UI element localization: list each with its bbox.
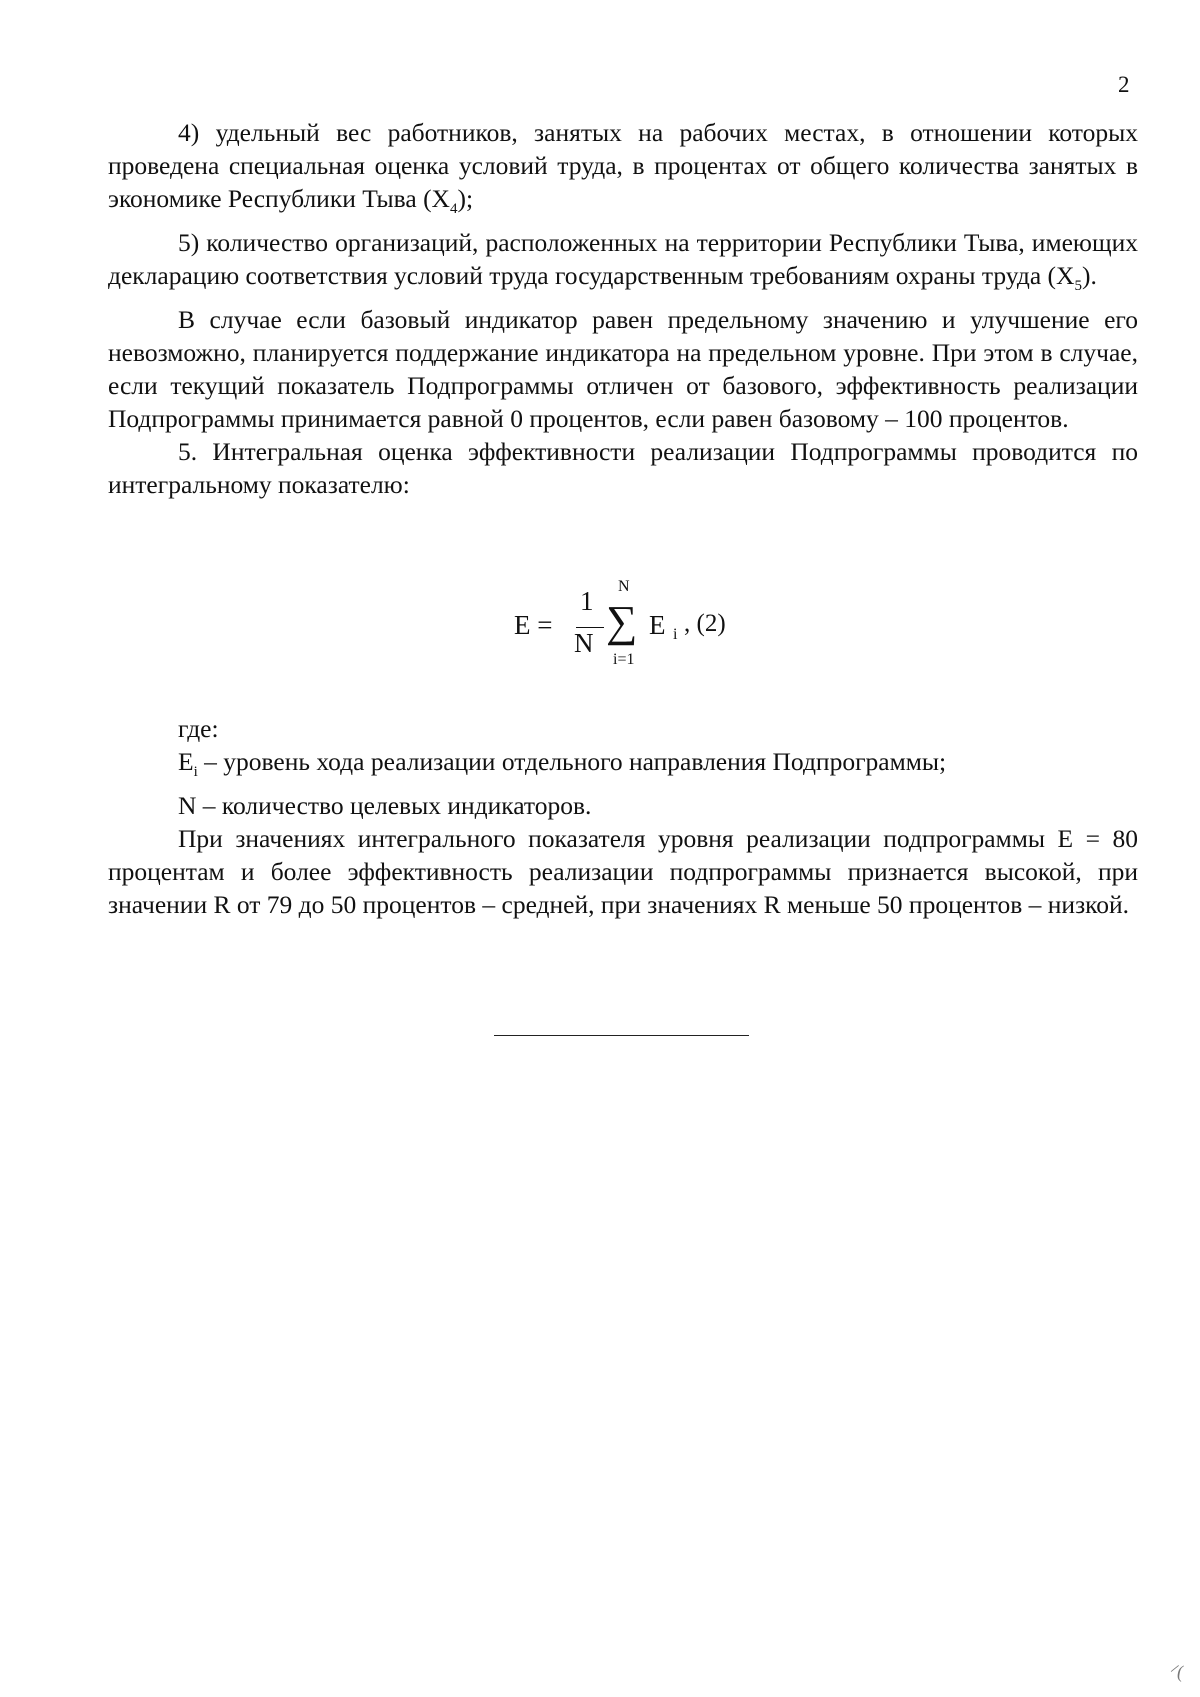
formula-label: , (2) <box>684 610 726 637</box>
sum-lower-limit: i=1 <box>613 651 635 668</box>
definition-ei <box>108 745 1138 789</box>
item-4-end: ); <box>457 184 474 213</box>
paragraph-integral-assessment: 5. Интегральная оценка эффективности реализации Подпрограммы проводится по интегральному показателю: <box>108 437 1138 500</box>
paragraph-item-4 <box>108 116 1138 226</box>
formula-denominator: N <box>574 628 594 658</box>
formula-term-subscript: i <box>673 626 678 643</box>
item-4-subscript: 4 <box>449 201 458 218</box>
formula-lhs: E = <box>514 610 553 640</box>
formula-numerator: 1 <box>580 586 594 616</box>
end-separator-line <box>494 1035 749 1036</box>
paragraph-base-indicator: В случае если базовый индикатор равен предельному значению и улучшение его невозможно, планируется поддержание индикатора на предельном уровне. При этом в случае, если текущий показатель Подпрограммы отличен от базового, эффективность реализации Подпрограммы принимается равной 0 процентов, если равен базовому – 100 процентов. <box>108 305 1138 434</box>
definitions-section <box>108 712 1138 921</box>
item-4-text: 4) удельный вес работников, занятых на рабочих местах, в отношении которых проведена специальная оценка условий труда, в процентах от общего количества занятых в экономике Республики Тыва (X <box>108 118 1138 213</box>
scan-mark: ⸍( <box>1168 1662 1183 1682</box>
paragraph-item-5 <box>108 226 1138 303</box>
definition-ei-subscript: i <box>193 764 198 781</box>
definition-n: N – количество целевых индикаторов. <box>178 791 592 821</box>
page-number: 2 <box>1118 72 1130 97</box>
document-body <box>108 116 1138 501</box>
paragraph-final-assessment: При значениях интегрального показателя уровня реализации подпрограммы E = 80 процентам и более эффективность реализации подпрограммы признается высокой, при значении R от 79 до 50 процентов – средней, при значениях R меньше 50 процентов – низкой. <box>108 824 1138 920</box>
item-5-text: 5) количество организаций, расположенных на территории Республики Тыва, имеющих декларацию соответствия условий труда государственным требованиям охраны труда (X <box>108 228 1138 291</box>
definition-ei-symbol: E <box>178 747 194 776</box>
item-5-end: ). <box>1081 261 1097 291</box>
sum-symbol: ∑ <box>606 597 638 646</box>
item-5-subscript: 5 <box>1074 278 1082 295</box>
formula-term: E <box>649 610 666 640</box>
formula-2 <box>514 578 744 676</box>
where-label: где: <box>178 714 219 743</box>
definition-ei-text: – уровень хода реализации отдельного направления Подпрограммы; <box>197 747 947 776</box>
sum-upper-limit: N <box>618 578 630 595</box>
